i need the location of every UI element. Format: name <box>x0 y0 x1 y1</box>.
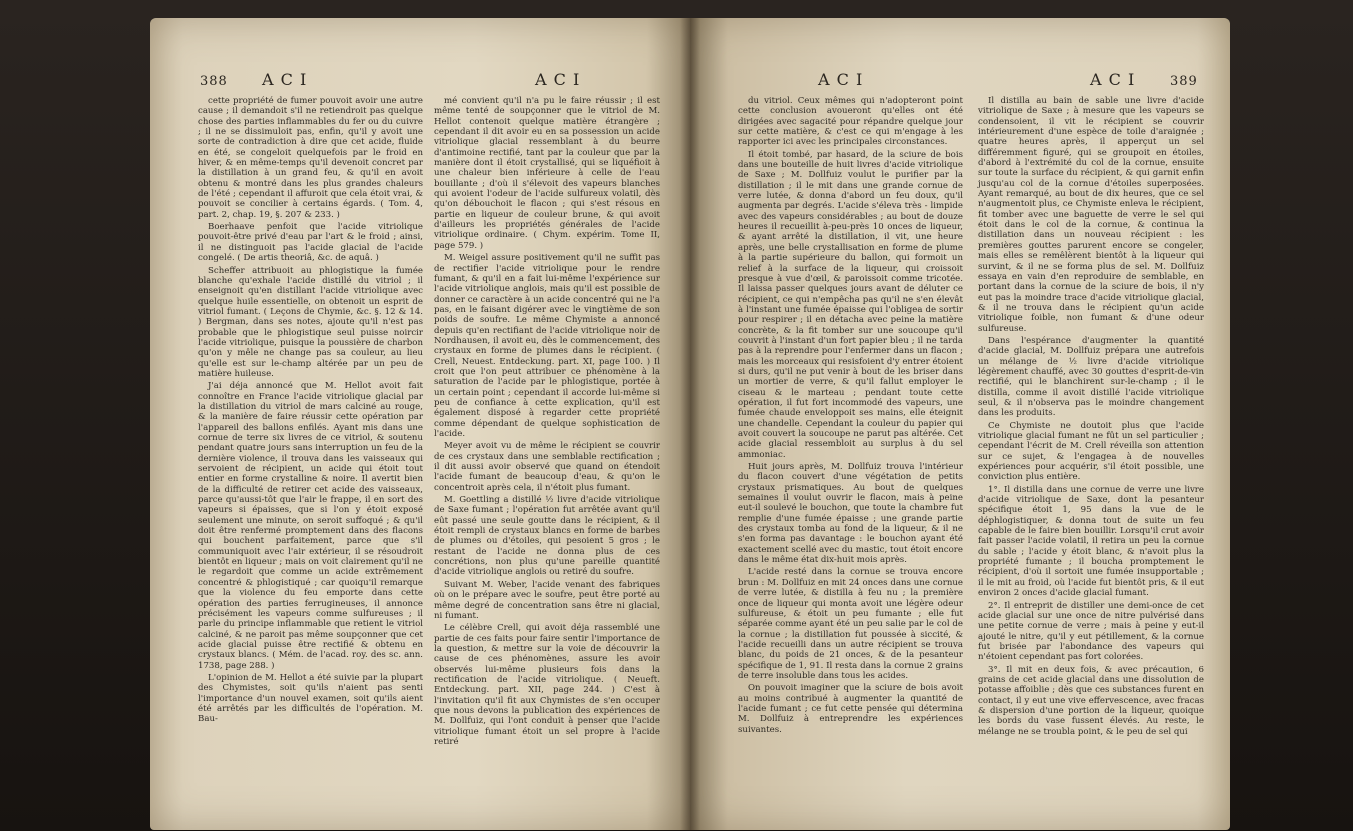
paragraph: Le célèbre Crell, qui avoit déja rassemblé une partie de ces faits pour faire sentir l'importance de la question, & mettre sur la voie de découvrir la cause de ces phénomènes, assure les avoir observés lui-même plusieurs fois dans la rectification de l'acide vitriolique. ( Neueft. Entdeckung. part. XII, page 244. ) C'est à l'invitation qu'il fit aux Chymistes de s'en occuper que nous devons la publication des expériences de M. Dollfuiz, qui l'ont conduit à penser que l'acide vitriolique fumant étoit un sel propre à l'acide retiré <box>434 623 660 747</box>
running-head-left-2: A C I <box>535 70 581 89</box>
paragraph: mé convient qu'il n'a pu le faire réussir ; il est même tenté de soupçonner que le vitriol de M. Hellot contenoit quelque matière étrangère ; cependant il dit avoir eu en sa possession un acide vitriolique glacial ressemblant à du beurre d'antimoine rectifié, tant par la couleur que par la manière dont il étoit crystallisé, qui se liquéfioit à une chaleur bien inférieure à celle de l'eau bouillante ; d'où il s'élevoit des vapeurs blanches qui avoient l'odeur de l'acide sulfureux volatil, dès qu'on débouchoit le flacon ; qui s'est résous en partie en liqueur de couleur brune, & qui avoit d'ailleurs les propriétés générales de l'acide vitriolique ordinaire. ( Chym. expérim. Tome II, page 579. ) <box>434 96 660 251</box>
paragraph: Huit jours après, M. Dollfuiz trouva l'intérieur du flacon couvert d'une végétation de petits crystaux prismatiques. Au bout de quelques semaines il voulut ouvrir le flacon, mais à peine eut-il soulevé le bouchon, que toute la chambre fut remplie d'une fumée épaisse ; une grande partie des crystaux tomba au fond de la liqueur, & il ne s'en forma pas davantage : le bouchon ayant été exactement scellé avec du mastic, tout étoit encore dans le même état dix-huit mois après. <box>738 462 963 566</box>
paragraph: M. Weigel assure positivement qu'il ne suffit pas de rectifier l'acide vitriolique pour le rendre fumant, & qu'il en a fait lui-même l'expérience sur l'acide vitriolique anglois, mais qu'il est possible de donner ce caractère à un acide concentré qui ne l'a pas, en le faisant digérer avec le vingtième de son poids de soufre. Le même Chymiste a annoncé depuis qu'en rectifiant de l'acide vitriolique noir de Nordhausen, il avoit eu, dès le commencement, des crystaux en forme de plumes dans le récipient. ( Crell, Neuest. Entdeckung. part. XI, page 100. ) Il croit que l'on peut attribuer ce phénomène à la saturation de l'acide par le phlogistique, portée à un certain point ; cependant il accorde lui-même si peu de confiance à cette explication, qu'il est également disposé à regarder cette propriété comme dépendant de quelque sophistication de l'acide. <box>434 253 660 439</box>
running-head-right-2: A C I <box>1090 70 1136 89</box>
left-page-column-2 <box>434 96 660 749</box>
book-gutter <box>680 18 700 830</box>
paragraph: On pouvoit imaginer que la sciure de bois avoit au moins contribué à augmenter la quantité de l'acide fumant ; ce fut cette pensée qui détermina M. Dollfuiz à entreprendre les expériences suivantes. <box>738 683 963 735</box>
paragraph: cette propriété de fumer pouvoit avoir une autre cause ; il demandoit s'il ne retiendroit pas quelque chose des parties inflammables du fer ou du cuivre ; il ne se dissimuloit pas, enfin, qu'il y avoit une sorte de contradiction à dire que cet acide, fluide en été, se congeloit quelquefois par le froid en hiver, & en même-temps qu'il devenoit concret par la distillation à un grand feu, & qu'il en avoit obtenu & montré dans les plus grandes chaleurs de l'été ; cependant il affuroit que cela étoit vrai, & pouvoit se concilier à certains égards. ( Tom. 4, part. 2, chap. 19, §. 207 & 233. ) <box>198 96 423 220</box>
right-page-column-2 <box>978 96 1204 739</box>
paragraph: Scheffer attribuoit au phlogistique la fumée blanche qu'exhale l'acide distillé du vitriol ; il enseignoit qu'en distillant l'acide vitriolique avec quelque huile essentielle, on obtenoit un esprit de vitriol fumant. ( Leçons de Chymie, &c. §. 12 & 14. ) Bergman, dans ses notes, ajoute qu'il n'est pas probable que le phlogistique seul puisse noircir l'acide vitriolique, puisque la poussière de charbon qu'on y mêle ne change pas sa couleur, au lieu qu'elle est sur le-champ altérée par un peu de matière huileuse. <box>198 265 423 379</box>
paragraph: J'ai déja annoncé que M. Hellot avoit fait connoître en France l'acide vitriolique glacial par la distillation du vitriol de mars calciné au rouge, & la manière de faire réussir cette opération par l'appareil des ballons enfilés. Ayant mis dans une cornue de terre six livres de ce vitriol, & soutenu pendant quatre jours sans interruption un feu de la dernière violence, il trouva dans les vaisseaux qui servoient de récipient, un acide qui étoit tout entier en forme crystalline & noire. Il avertit bien de la difficulté de retirer cet acide des vaisseaux, parce qu'aussi-tôt que l'air le frappe, il en sort des vapeurs si épaisses, que si l'on y étoit exposé seulement une minute, on seroit suffoqué ; & qu'il doit être renfermé promptement dans des flacons qui bouchent parfaitement, parce que s'il communiquoit avec l'air extérieur, il se résoudroit bientôt en liqueur ; mais on voit clairement qu'il ne le regardoit que comme un acide extrêmement concentré & phlogistiqué ; car quoiqu'il remarque que la violence du feu emporte dans cette opération des parties ferrugineuses, il annonce précisément les vapeurs comme sulfureuses ; il parle du principe inflammable que retient le vitriol calciné, & ne paroit pas même soupçonner que cet acide glacial puisse être rectifié & obtenu en crystaux blancs. ( Mém. de l'acad. roy. des sc. ann. 1738, page 288. ) <box>198 381 423 671</box>
right-page-column-1 <box>738 96 963 737</box>
right-page <box>690 18 1230 830</box>
paragraph: Suivant M. Weber, l'acide venant des fabriques où on le prépare avec le soufre, peut être porté au même degré de concentration sans être ni glacial, ni fumant. <box>434 579 660 621</box>
left-page-column-1 <box>198 96 423 727</box>
open-book <box>150 18 1230 830</box>
paragraph: L'acide resté dans la cornue se trouva encore brun : M. Dollfuiz en mit 24 onces dans une cornue de verre lutée, & distilla à feu nu ; la première once de liqueur qui monta avoit une légère odeur sulfureuse, & étoit un peu fumante ; elle fut séparée comme ayant été un peu salie par le col de la cornue ; la distillation fut poussée à siccité, & l'acide recueilli dans un autre récipient se trouva blanc, du poids de 21 onces, & de la pesanteur spécifique de 1, 91. Il resta dans la cornue 2 grains de terre insoluble dans tous les acides. <box>738 567 963 681</box>
paragraph: Il étoit tombé, par hasard, de la sciure de bois dans une bouteille de huit livres d'acide vitriolique de Saxe ; M. Dollfuiz voulut le purifier par la distillation ; il le mit dans une grande cornue de verre lutée, & donna d'abord un feu doux, qu'il augmenta par degrés. L'acide s'éleva très - limpide avec des vapeurs considérables ; au bout de douze heures il recueillit à-peu-près 10 onces de liqueur, & ayant arrêté la distillation, il vit, une heure après, une belle crystallisation en forme de plume à la partie supérieure du ballon, qui formoit un relief à la surface de la liqueur, qui croissoit presque à vue d'œil, & paroissoit comme tricotée. Il laissa passer quelques jours avant de déluter ce récipient, ce qui n'empêcha pas qu'il ne s'en élevât à l'instant une fumée épaisse qui l'obligea de sortir pour respirer ; il en détacha avec peine la matière concrète, & la fit tomber sur une soucoupe qu'il couvrit à l'instant d'un fort papier bleu ; il ne tarda pas à la reprendre pour l'enfermer dans un flacon ; mais les morceaux qui resisfoient d'y entrer étoient si durs, qu'il ne put venir à bout de les briser dans un mortier de verre, & qu'il fallut employer le ciseau & le marteau ; pendant toute cette opération, il fut fort incommodé des vapeurs, une fumée chaude enveloppoit ses mains, elle éteignit une chandelle. Cependant la couleur du papier qui avoit couvert la soucoupe ne parut pas altérée. Cet acide glacial ressembloit au surplus à du sel ammoniac. <box>738 149 963 460</box>
paragraph: Meyer avoit vu de même le récipient se couvrir de ces crystaux dans une semblable rectification ; il dit aussi avoir observé que quand on étendoit l'acide fumant de beaucoup d'eau, & qu'on le concentroit après cela, il n'étoit plus fumant. <box>434 441 660 493</box>
paragraph: 2°. Il entreprit de distiller une demi-once de cet acide glacial sur une once de nitre pulvérisé dans une petite cornue de verre ; mais à peine y eut-il ajouté le nitre, qu'il y eut pétillement, & la cornue fut brisée par l'abondance des vapeurs qui n'étoient cependant pas fort colorées. <box>978 600 1204 663</box>
paragraph: du vitriol. Ceux mêmes qui n'adopteront point cette conclusion avoueront qu'elles ont été dirigées avec sagacité pour répandre quelque jour sur cette matière, & c'est ce qui m'engage à les rapporter ici avec les principales circonstances. <box>738 96 963 148</box>
page-number-right: 389 <box>1170 74 1198 89</box>
paragraph: Dans l'espérance d'augmenter la quantité d'acide glacial, M. Dollfuiz prépara une autrefois un mélange de ½ livre d'acide vitriolique légèrement chauffé, avec 30 gouttes d'esprit-de-vin rectifié, qui le blanchirent sur-le-champ ; il le distilla, comme il avoit distillé l'acide vitriolique seul, & il n'observa pas le moindre changement dans les produits. <box>978 335 1204 419</box>
paragraph: M. Goettling a distillé ½ livre d'acide vitriolique de Saxe fumant ; l'opération fut arrêtée avant qu'il eût passé une seule goutte dans le récipient, & il étoit rempli de crystaux blancs en forme de barbes de plumes ou d'étoiles, qui pesoient 5 gros ; le restant de l'acide ne donna plus de ces concrétions, non plus qu'une pareille quantité d'acide vitriolique anglois ou retiré du soufre. <box>434 495 660 578</box>
paragraph: Boerhaave penfoit que l'acide vitriolique pouvoit-être privé d'eau par l'art & le froid ; ainsi, il ne distinguoit pas l'acide glacial de l'acide congelé. ( De artis theoriâ, &c. de aquâ. ) <box>198 222 423 264</box>
paragraph: Il distilla au bain de sable une livre d'acide vitriolique de Saxe ; à mesure que les vapeurs se condensoient, il vit le récipient se couvrir intérieurement d'une espèce de toile d'araignée ; quatre heures après, il apperçut un sel différemment figuré, qui se groupoit en étoiles, d'abord à l'extrémité du col de la cornue, ensuite sur toute la surface du récipient, & qui garnit enfin jusqu'au col de la cornue d'étoiles superposées. Ayant remarqué, au bout de dix heures, que ce sel n'augmentoit plus, ce Chymiste enleva le récipient, fit tomber avec une baguette de verre le sel qui étoit dans le col de la cornue, & continua la distillation dans un nouveau récipient : les premières gouttes parurent encore se congeler, mais elles se remêlèrent bientôt à la liqueur qui survint, & il ne se forma plus de sel. M. Dollfuiz essaya en vain d'en reproduire de semblable, en portant dans la cornue de la sciure de bois, il n'y eut pas la moindre trace d'acide vitriolique glacial, & il ne trouva dans le récipient qu'un acide vitriolique foible, non fumant & d'une odeur sulfureuse. <box>978 96 1204 334</box>
paragraph: Ce Chymiste ne doutoit plus que l'acide vitriolique glacial fumant ne fût un sel particulier ; cependant l'écrit de M. Crell réveilla son attention sur ce sujet, & l'engagea à de nouvelles expériences pour acquérir, s'il étoit possible, une conviction plus entière. <box>978 420 1204 483</box>
paragraph: 3°. Il mit en deux fois, & avec précaution, 6 grains de cet acide glacial dans une dissolution de potasse affoiblie ; dès que ces substances furent en contact, il y eut une vive effervescence, avec fracas & dispersion d'une portion de la liqueur, quoique les bords du vase fussent élevés. Au reste, le mélange ne se troubla point, & le peu de sel qui <box>978 664 1204 737</box>
paragraph: L'opinion de M. Hellot a été suivie par la plupart des Chymistes, soit qu'ils n'aient pas senti l'importance d'un nouvel examen, soit qu'ils aient été arrêtés par les difficultés de l'opération. M. Bau- <box>198 672 423 725</box>
page-number-left: 388 <box>200 74 228 89</box>
running-head-right-1: A C I <box>818 70 864 89</box>
left-page <box>150 18 690 830</box>
paragraph: 1°. Il distilla dans une cornue de verre une livre d'acide vitriolique de Saxe, dont la pesanteur spécifique étoit 1, 95 dans la vue de le déphlogistiquer, & donna tout de suite un feu capable de le faire bien bouillir. Lorsqu'il crut avoir fait passer l'acide volatil, il retira un peu la cornue du sable ; l'acide y étoit blanc, & n'avoit plus la propriété fumante ; il boucha promptement le récipient, d'où il sortoit une fumée insupportable ; il le mit au froid, où l'acide fut bientôt pris, & il eut environ 2 onces d'acide glacial fumant. <box>978 484 1204 599</box>
running-head-left-1: A C I <box>262 70 308 89</box>
